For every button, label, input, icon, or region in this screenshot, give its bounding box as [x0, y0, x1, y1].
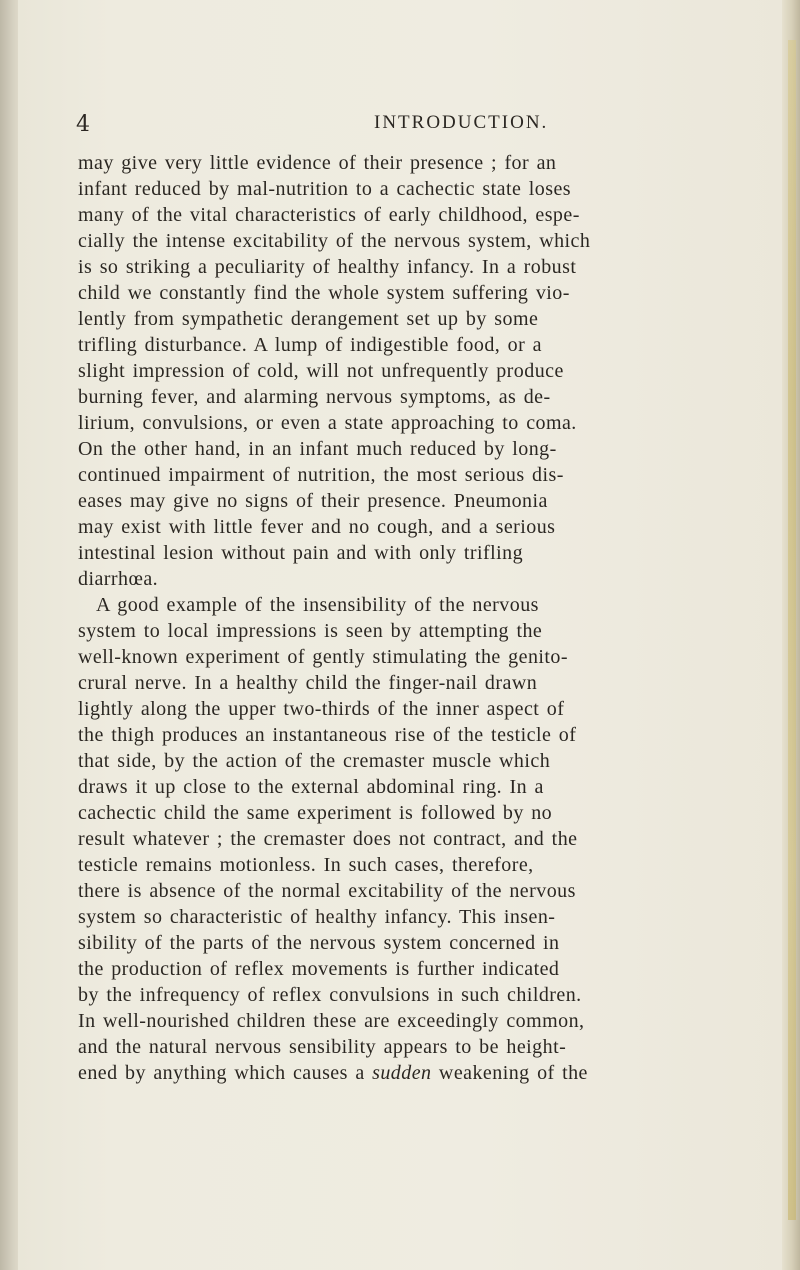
- text-line: draws it up close to the external abdominal ring. In a: [78, 776, 544, 798]
- gilt-edge: [788, 40, 796, 1220]
- text-line: may exist with little fever and no cough, and a serious: [78, 516, 556, 538]
- paragraph-start-line: A good example of the insensibility of the nervous: [96, 594, 539, 616]
- text-line: burning fever, and alarming nervous symptoms, as de-: [78, 386, 551, 408]
- text-fragment: weakening of the: [431, 1062, 588, 1084]
- page-header: [76, 112, 736, 142]
- page-edge: [782, 0, 800, 1270]
- text-line: by the infrequency of reflex convulsions in such children.: [78, 984, 582, 1006]
- text-line: On the other hand, in an infant much reduced by long-: [78, 438, 557, 460]
- text-line: intestinal lesion without pain and with only trifling: [78, 542, 524, 564]
- text-line: lirium, convulsions, or even a state approaching to coma.: [78, 412, 577, 434]
- text-line: child we constantly find the whole system suffering vio-: [78, 282, 570, 304]
- text-line: system so characteristic of healthy infancy. This insen-: [78, 906, 556, 928]
- text-line: In well-nourished children these are exceedingly common,: [78, 1010, 585, 1032]
- text-line: trifling disturbance. A lump of indigestible food, or a: [78, 334, 543, 356]
- text-line: sibility of the parts of the nervous system concerned in: [78, 932, 560, 954]
- text-line: lightly along the upper two-thirds of the inner aspect of: [78, 698, 565, 720]
- text-line: result whatever ; the cremaster does not contract, and the: [78, 828, 578, 850]
- text-line: well-known experiment of gently stimulating the genito-: [78, 646, 568, 668]
- running-head: INTRODUCTION.: [374, 112, 549, 133]
- text-fragment: ened by anything which causes a: [78, 1062, 373, 1084]
- text-line: the production of reflex movements is further indicated: [78, 958, 560, 980]
- text-line-last: [78, 1060, 768, 1086]
- italic-emphasis: sudden: [372, 1062, 432, 1084]
- text-line: cially the intense excitability of the nervous system, which: [78, 230, 591, 252]
- body-text: [78, 150, 768, 1086]
- text-line: and the natural nervous sensibility appears to be height-: [78, 1036, 567, 1058]
- text-line: crural nerve. In a healthy child the finger-nail drawn: [78, 672, 538, 694]
- text-line: lently from sympathetic derangement set up by some: [78, 308, 539, 330]
- text-line: there is absence of the normal excitability of the nervous: [78, 880, 576, 902]
- text-line: testicle remains motionless. In such cases, therefore,: [78, 854, 534, 876]
- text-line: that side, by the action of the cremaster muscle which: [78, 750, 551, 772]
- text-line: infant reduced by mal-nutrition to a cachectic state loses: [78, 178, 572, 200]
- text-line: system to local impressions is seen by attempting the: [78, 620, 543, 642]
- text-line: continued impairment of nutrition, the most serious dis-: [78, 464, 564, 486]
- text-line: cachectic child the same experiment is followed by no: [78, 802, 553, 824]
- text-line: the thigh produces an instantaneous rise of the testicle of: [78, 724, 577, 746]
- text-line: slight impression of cold, will not unfrequently produce: [78, 360, 564, 382]
- page-number: 4: [76, 112, 91, 137]
- text-line: many of the vital characteristics of early childhood, espe-: [78, 204, 580, 226]
- book-page: [18, 0, 788, 1270]
- text-line: diarrhœa.: [78, 568, 159, 590]
- text-line: is so striking a peculiarity of healthy infancy. In a robust: [78, 256, 577, 278]
- text-line: may give very little evidence of their presence ; for an: [78, 152, 557, 174]
- text-line: eases may give no signs of their presence. Pneumonia: [78, 490, 548, 512]
